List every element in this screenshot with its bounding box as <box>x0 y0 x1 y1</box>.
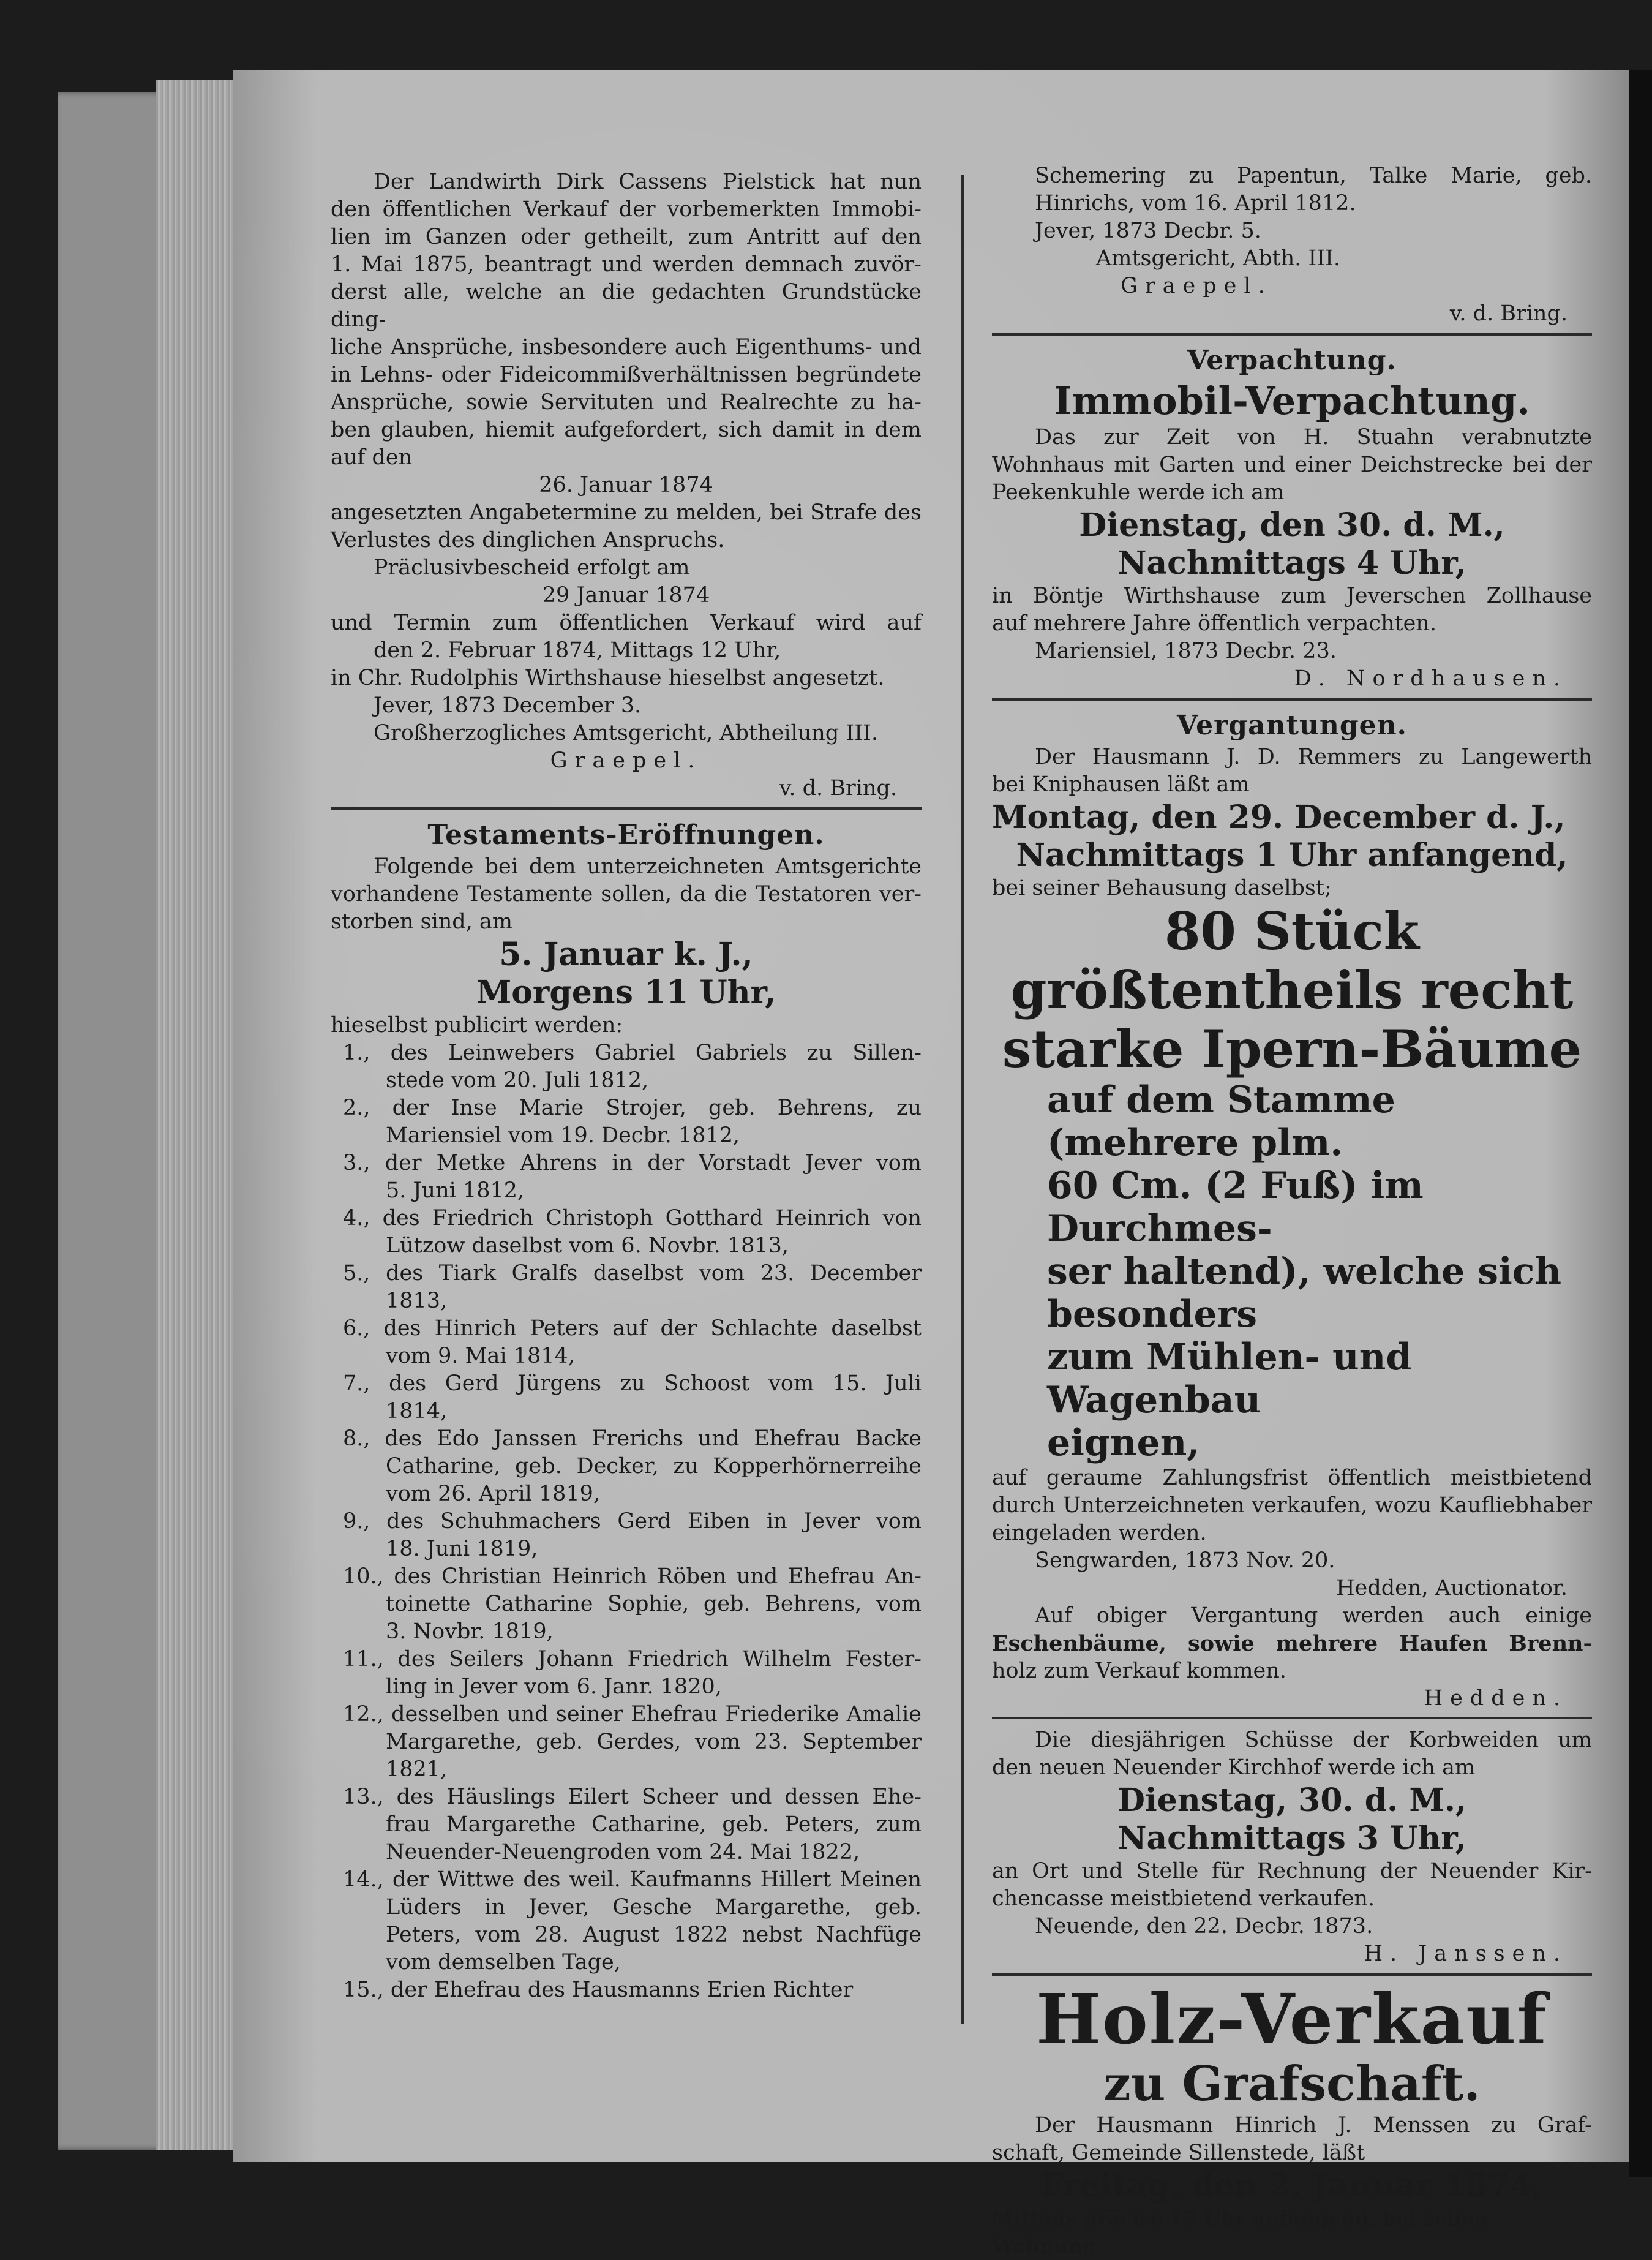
lease-notice <box>992 343 1592 693</box>
list-item-continuation: 3. Novbr. 1819, <box>386 1619 554 1644</box>
text-line: in Chr. Rudolphis Wirthshause hieselbst angesetzt. <box>331 666 885 690</box>
section-rule <box>992 698 1592 701</box>
text-line: durch Unterzeichneten verkaufen, wozu Kaufliebhaber <box>992 1493 1592 1518</box>
notice-title: Immobil-Verpachtung. <box>1054 379 1530 423</box>
list-item-continuation: 1814, <box>386 1399 448 1423</box>
text-line: Auf obiger Vergantung werden auch einige <box>1035 1603 1592 1628</box>
text-line: in Lehns- oder Fideicommißverhältnissen begründete <box>331 363 922 387</box>
text-line: bei Kniphausen läßt am <box>992 772 1250 797</box>
text-line: 1. Mai 1875, beantragt und werden demnach zuvör- <box>331 252 922 277</box>
text-line: schaft, Gemeinde Sillenstede, läßt <box>992 2141 1365 2165</box>
list-item: 7., des Gerd Jürgens zu Schoost vom 15. Juli <box>343 1371 922 1396</box>
event-date: Freitag, den 2. Januar 1874, <box>1040 2167 1544 2204</box>
text-line: storben sind, am <box>331 910 513 934</box>
signature: v. d. Bring. <box>779 776 897 800</box>
signature: Graepel. <box>550 748 702 773</box>
text-line: Eschenbäume, sowie mehrere Haufen Brenn- <box>992 1631 1592 1656</box>
list-item: 3., der Metke Ahrens in der Vorstadt Jever vom <box>343 1151 922 1175</box>
section-heading: Testaments-Eröffnungen. <box>427 819 825 851</box>
list-item-continuation: ling in Jever vom 6. Janr. 1820, <box>386 1674 722 1699</box>
text-line: an Ort und Stelle für Rechnung der Neuender Kir- <box>992 1859 1592 1883</box>
notice-title: Holz-Verkauf <box>1036 1979 1548 2060</box>
signature: v. d. Bring. <box>1449 301 1568 326</box>
signature: Hedden. <box>1424 1686 1568 1711</box>
timber-sale-notice <box>992 1979 1592 2260</box>
list-item: 1., des Leinwebers Gabriel Gabriels zu Sillen- <box>343 1041 922 1065</box>
text-line: holz zum Verkauf kommen. <box>992 1659 1286 1683</box>
signature: Graepel. <box>1121 274 1272 298</box>
list-item-continuation: Mariensiel vom 19. Decbr. 1812, <box>386 1123 740 1148</box>
headline: 80 Stück größtentheils recht <box>1010 901 1574 1020</box>
notice-subtitle: zu Grafschaft. <box>1103 2056 1481 2112</box>
place-date: Mariensiel, 1873 Decbr. 23. <box>1035 639 1337 663</box>
list-item-continuation: Lützow daselbst vom 6. Novbr. 1813, <box>386 1234 789 1258</box>
list-item-continuation: Catharine, geb. Decker, zu Kopperhörnerreihe <box>386 1454 922 1478</box>
auction-notice <box>992 708 1592 1712</box>
text-line: eingeladen werden. <box>992 1521 1207 1545</box>
headline-line: 60 Cm. (2 Fuß) im Durchmes- <box>1047 1164 1424 1250</box>
list-item-continuation: frau Margarethe Catharine, geb. Peters, zum <box>386 1812 922 1837</box>
testament-list <box>331 1039 922 2004</box>
list-item: 4., des Friedrich Christoph Gotthard Heinrich von <box>343 1206 922 1230</box>
text-line: in Böntje Wirthshause zum Jeverschen Zollhause <box>992 584 1592 608</box>
text-line: Peekenkuhle werde ich am <box>992 480 1285 505</box>
list-item: 15., der Ehefrau des Hausmanns Erien Richter <box>343 1978 854 2002</box>
event-time: Nachmittags 1 Uhr anfangend, <box>1016 837 1568 874</box>
place-date: Jever, 1873 Decbr. 5. <box>1035 219 1261 243</box>
event-date: Montag, den 29. December d. J., <box>992 799 1566 836</box>
text-line: den neuen Neuender Kirchhof werde ich am <box>992 1755 1476 1780</box>
event-date: Dienstag, 30. d. M., <box>1117 1782 1467 1819</box>
list-item: 13., des Häuslings Eilert Scheer und dessen Ehe- <box>343 1785 922 1809</box>
text-line: Folgende bei dem unterzeichneten Amtsgerichte <box>374 854 922 879</box>
list-item-continuation: vom 26. April 1819, <box>386 1482 601 1506</box>
event-time: Nachmittags 4 Uhr, <box>1117 544 1467 582</box>
list-item: 9., des Schuhmachers Gerd Eiben in Jever vom <box>343 1509 922 1534</box>
date-line: 26. Januar 1874 <box>539 473 713 497</box>
text-line: den 2. Februar 1874, Mittags 12 Uhr, <box>374 638 781 663</box>
testament-notice <box>331 818 922 2004</box>
text-line: Schemering zu Papentun, Talke Marie, geb. <box>1035 164 1592 188</box>
text-line: ben glauben, hiemit aufgefordert, sich damit in dem <box>331 418 922 442</box>
event-time: Morgens 11 Uhr, <box>476 974 776 1011</box>
text-line: auf den <box>331 445 413 470</box>
right-column <box>992 162 1592 2260</box>
text-line: auf geraume Zahlungsfrist öffentlich meistbietend <box>992 1466 1592 1490</box>
date-line: 29 Januar 1874 <box>542 583 710 608</box>
headline-line: zum Mühlen- und Wagenbau <box>1047 1336 1412 1422</box>
testament-continued <box>992 162 1592 328</box>
list-item-continuation: 18. Juni 1819, <box>386 1537 538 1561</box>
text-line: bei seiner Behausung daselbst; <box>992 876 1332 900</box>
signature: Hedden, Auctionator. <box>1336 1576 1568 1600</box>
section-rule <box>992 333 1592 336</box>
place-date: Jever, 1873 December 3. <box>374 693 642 718</box>
list-item: 8., des Edo Janssen Frerichs und Ehefrau Backe <box>343 1426 922 1451</box>
list-item-continuation: stede vom 20. Juli 1812, <box>386 1068 649 1093</box>
text-line: Der Landwirth Dirk Cassens Pielstick hat nun <box>374 170 922 194</box>
list-item: 12., desselben und seiner Ehefrau Friederike Amalie <box>343 1702 922 1727</box>
text-line: hieselbst publicirt werden: <box>331 1013 623 1038</box>
list-item-continuation: toinette Catharine Sophie, geb. Behrens, vom <box>386 1592 922 1616</box>
text-line: angesetzten Angabetermine zu melden, bei Strafe des <box>331 500 922 525</box>
headline-line: ser haltend), welche sich besonders <box>1047 1250 1561 1336</box>
text-line: Das zur Zeit von H. Stuahn verabnutzte <box>1035 425 1592 450</box>
text-line: Hinrichs, vom 16. April 1812. <box>1035 191 1356 216</box>
text-line: Ansprüche, sowie Servituten und Realrechte zu ha- <box>331 390 922 415</box>
section-heading: Verpachtung. <box>1187 345 1397 376</box>
list-item-continuation: Neuender-Neuengroden vom 24. Mai 1822, <box>386 1840 860 1864</box>
signature: H. Janssen. <box>1364 1942 1568 1966</box>
headline-line: auf dem Stamme (mehrere plm. <box>1047 1079 1395 1164</box>
court-name: Amtsgericht, Abth. III. <box>1096 246 1341 271</box>
list-item-continuation: Peters, vom 28. August 1822 nebst Nachfüge <box>386 1923 922 1947</box>
sale-notice <box>331 168 922 802</box>
text-line: liche Ansprüche, insbesondere auch Eigenthums- und <box>331 335 922 360</box>
list-item-continuation: 1813, <box>386 1289 448 1313</box>
left-column <box>331 168 922 2004</box>
list-item-continuation: vom 9. Mai 1814, <box>386 1344 575 1368</box>
place-date: Sengwarden, 1873 Nov. 20. <box>1035 1548 1335 1573</box>
list-item-continuation: 1821, <box>386 1757 448 1782</box>
text-line: vorhandene Testamente sollen, da die Testatoren ver- <box>331 882 922 906</box>
list-item: 5., des Tiark Gralfs daselbst vom 23. December <box>343 1261 922 1286</box>
list-item: 11., des Seilers Johann Friedrich Wilhelm Fester- <box>343 1647 922 1671</box>
text-line: den öffentlichen Verkauf der vorbemerkten Immobi- <box>331 197 922 222</box>
event-time: Nachmittags 3 Uhr, <box>1117 1820 1467 1857</box>
text-line: Wohnhaus mit Garten und einer Deichstrecke bei der <box>992 453 1592 477</box>
list-item-continuation: vom demselben Tage, <box>386 1950 621 1975</box>
section-rule <box>331 807 922 810</box>
text-line: chencasse meistbietend verkaufen. <box>992 1886 1375 1911</box>
court-name: Großherzogliches Amtsgericht, Abtheilung III. <box>374 721 878 745</box>
headline: starke Ipern-Bäume <box>1002 1019 1582 1079</box>
text-line: Mittags präcise 12 Uhr anfangend, bei seiner Wohnung <box>992 2207 1491 2258</box>
event-date: Dienstag, den 30. d. M., <box>1079 507 1505 544</box>
text-line: Die diesjährigen Schüsse der Korbweiden um <box>1035 1728 1592 1752</box>
page-edges <box>156 80 242 2150</box>
list-item-continuation: Margarethe, geb. Gerdes, vom 23. September <box>386 1730 922 1754</box>
headline-line: eignen, <box>1047 1422 1200 1464</box>
list-item-continuation: 5. Juni 1812, <box>386 1178 525 1203</box>
text-line: und Termin zum öffentlichen Verkauf wird auf <box>331 611 922 635</box>
text-line: lien im Ganzen oder getheilt, zum Antritt auf den <box>331 225 922 249</box>
section-rule <box>992 1973 1592 1976</box>
section-rule <box>992 1717 1592 1719</box>
list-item-continuation: Lüders in Jever, Gesche Margarethe, geb. <box>386 1895 922 1919</box>
text-line: Der Hausmann Hinrich J. Menssen zu Graf- <box>1035 2113 1592 2138</box>
column-divider <box>961 175 964 2024</box>
event-date: 5. Januar k. J., <box>499 936 753 973</box>
scan-border <box>1629 70 1652 2177</box>
text-line: Präclusivbescheid erfolgt am <box>374 556 690 580</box>
willow-sale-notice <box>992 1727 1592 1968</box>
section-heading: Vergantungen. <box>1177 710 1407 741</box>
list-item: 10., des Christian Heinrich Röben und Ehefrau An- <box>343 1564 922 1589</box>
place-date: Neuende, den 22. Decbr. 1873. <box>1035 1914 1373 1938</box>
text-line: Der Hausmann J. D. Remmers zu Langewerth <box>1035 745 1592 769</box>
text-line: Verlustes des dinglichen Anspruchs. <box>331 528 725 552</box>
text-line: derst alle, welche an die gedachten Grundstücke ding- <box>331 280 922 332</box>
text-line: auf mehrere Jahre öffentlich verpachten. <box>992 611 1436 636</box>
list-item: 2., der Inse Marie Strojer, geb. Behrens, zu <box>343 1096 922 1120</box>
list-item: 14., der Wittwe des weil. Kaufmanns Hillert Meinen <box>343 1867 922 1892</box>
signature: D. Nordhausen. <box>1294 666 1568 691</box>
list-item: 6., des Hinrich Peters auf der Schlachte daselbst <box>343 1316 922 1341</box>
